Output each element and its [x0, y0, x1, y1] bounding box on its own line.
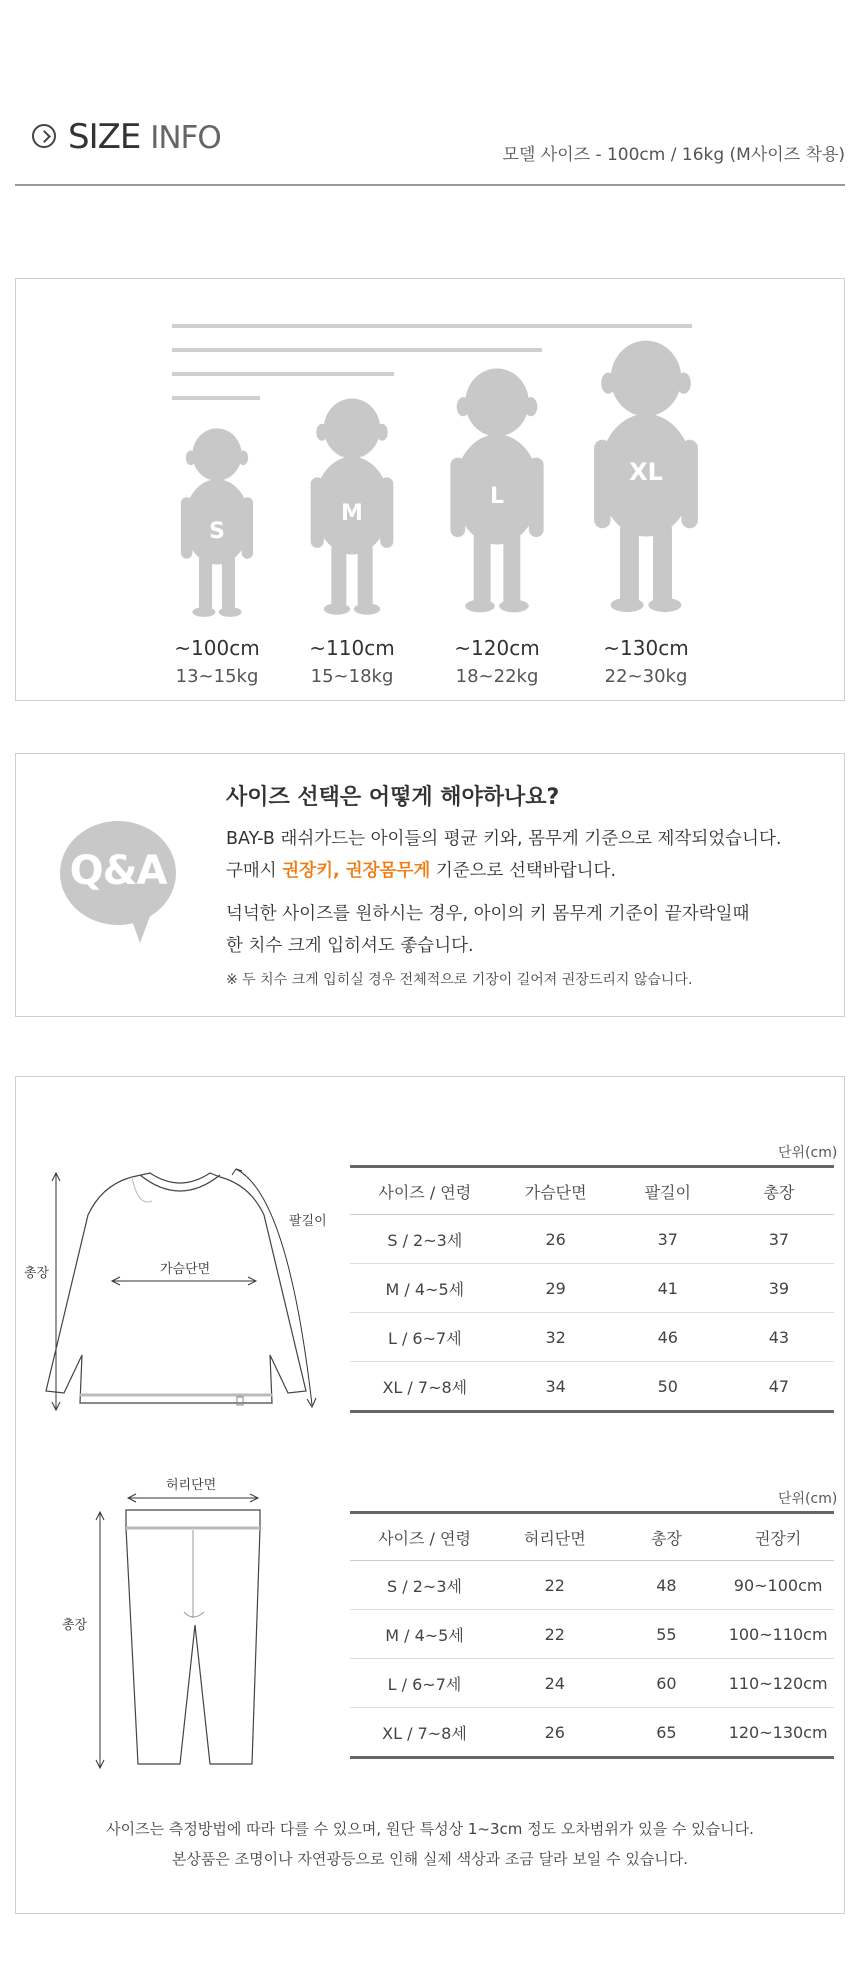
col-header: 총장 [611, 1513, 723, 1561]
cell-size: XL / 7~8세 [350, 1708, 499, 1758]
cell: 22 [499, 1610, 611, 1659]
label-chest: 가슴단면 [160, 1262, 211, 1277]
table-row [350, 1561, 834, 1610]
unit-label-top: 단위(cm) [778, 1145, 838, 1161]
footnote-1: 사이즈는 측정방법에 따라 다를 수 있으며, 원단 특성상 1~3cm 정도 오차범위가 있을 수 있습니다. [106, 1820, 754, 1838]
cell: 32 [500, 1313, 612, 1362]
rashguard-diagram [20, 1155, 340, 1415]
col-header: 가슴단면 [500, 1167, 612, 1215]
cell-size: M / 4~5세 [350, 1610, 499, 1659]
table-row [350, 1362, 834, 1412]
unit-label-bottom: 단위(cm) [778, 1491, 838, 1507]
label-waist: 허리단면 [166, 1478, 217, 1493]
qa-highlight: 권장키, 권장몸무게 [282, 861, 431, 881]
size-letter-s: S [209, 519, 225, 544]
label-sleeve: 팔길이 [289, 1214, 327, 1229]
kid-figures [0, 300, 860, 640]
cell: 47 [724, 1362, 834, 1412]
cell-size: L / 6~7세 [350, 1313, 500, 1362]
label-total-length-top: 총장 [24, 1266, 50, 1281]
cell: 43 [724, 1313, 834, 1362]
cell: 39 [724, 1264, 834, 1313]
cell: 110~120cm [722, 1659, 834, 1708]
chevron-right-icon [32, 124, 56, 148]
height-label-l: ~120cm [454, 636, 540, 660]
col-header: 권장키 [722, 1513, 834, 1561]
cell: 26 [500, 1215, 612, 1264]
height-label-s: ~100cm [174, 636, 260, 660]
height-label-xl: ~130cm [603, 636, 689, 660]
cell: 55 [611, 1610, 723, 1659]
cell: 48 [611, 1561, 723, 1610]
cell: 29 [500, 1264, 612, 1313]
page-title [68, 117, 221, 158]
cell: 90~100cm [722, 1561, 834, 1610]
col-header: 팔길이 [612, 1167, 724, 1215]
cell-size: XL / 7~8세 [350, 1362, 500, 1412]
col-header: 총장 [724, 1167, 834, 1215]
label-total-length-bottom: 총장 [62, 1618, 88, 1633]
size-letter-m: M [341, 501, 363, 526]
cell: 120~130cm [722, 1708, 834, 1758]
table-row [350, 1659, 834, 1708]
cell: 46 [612, 1313, 724, 1362]
table-row [350, 1215, 834, 1264]
cell: 60 [611, 1659, 723, 1708]
qa-title: 사이즈 선택은 어떻게 해야하나요? [226, 785, 560, 810]
weight-label-s: 13~15kg [175, 666, 259, 687]
cell: 100~110cm [722, 1610, 834, 1659]
size-letter-l: L [489, 484, 505, 509]
col-header: 사이즈 / 연령 [350, 1167, 500, 1215]
cell-size: S / 2~3세 [350, 1561, 499, 1610]
top-size-table [350, 1165, 834, 1413]
table-row [350, 1264, 834, 1313]
qa-line-4: 한 치수 크게 입히셔도 좋습니다. [226, 936, 474, 956]
weight-label-l: 18~22kg [455, 666, 539, 687]
table-header-row [350, 1167, 834, 1215]
table-row [350, 1610, 834, 1659]
cell: 24 [499, 1659, 611, 1708]
footnote-2: 본상품은 조명이나 자연광등으로 인해 실제 색상과 조금 달라 보일 수 있습니다. [171, 1850, 689, 1868]
model-size-info: 모델 사이즈 - 100cm / 16kg (M사이즈 착용) [502, 145, 845, 165]
cell: 65 [611, 1708, 723, 1758]
cell: 34 [500, 1362, 612, 1412]
header-divider [15, 184, 845, 186]
cell-size: L / 6~7세 [350, 1659, 499, 1708]
cell-size: S / 2~3세 [350, 1215, 500, 1264]
title-bold: SIZE [68, 117, 141, 157]
weight-label-xl: 22~30kg [604, 666, 688, 687]
table-row [350, 1708, 834, 1758]
bottom-size-table [350, 1511, 834, 1759]
pants-diagram [80, 1480, 320, 1780]
qa-line-2: 구매시 권장키, 권장몸무게 기준으로 선택바랍니다. [226, 861, 617, 881]
cell: 41 [612, 1264, 724, 1313]
cell: 50 [612, 1362, 724, 1412]
table-header-row [350, 1513, 834, 1561]
col-header: 사이즈 / 연령 [350, 1513, 499, 1561]
qa-line-3: 넉넉한 사이즈를 원하시는 경우, 아이의 키 몸무게 기준이 끝자락일때 [226, 904, 750, 924]
table-row [350, 1313, 834, 1362]
height-label-m: ~110cm [309, 636, 395, 660]
size-letter-xl: XL [629, 458, 663, 486]
cell: 26 [499, 1708, 611, 1758]
cell: 37 [724, 1215, 834, 1264]
qa-note: ※ 두 치수 크게 입히실 경우 전체적으로 기장이 길어져 권장드리지 않습니다. [226, 972, 693, 988]
weight-label-m: 15~18kg [310, 666, 394, 687]
qa-badge-text: Q&A [69, 848, 167, 894]
col-header: 허리단면 [499, 1513, 611, 1561]
qa-line-1: BAY-B 래쉬가드는 아이들의 평균 키와, 몸무게 기준으로 제작되었습니다. [226, 829, 782, 849]
cell: 37 [612, 1215, 724, 1264]
title-light: INFO [150, 120, 221, 156]
cell-size: M / 4~5세 [350, 1264, 500, 1313]
cell: 22 [499, 1561, 611, 1610]
